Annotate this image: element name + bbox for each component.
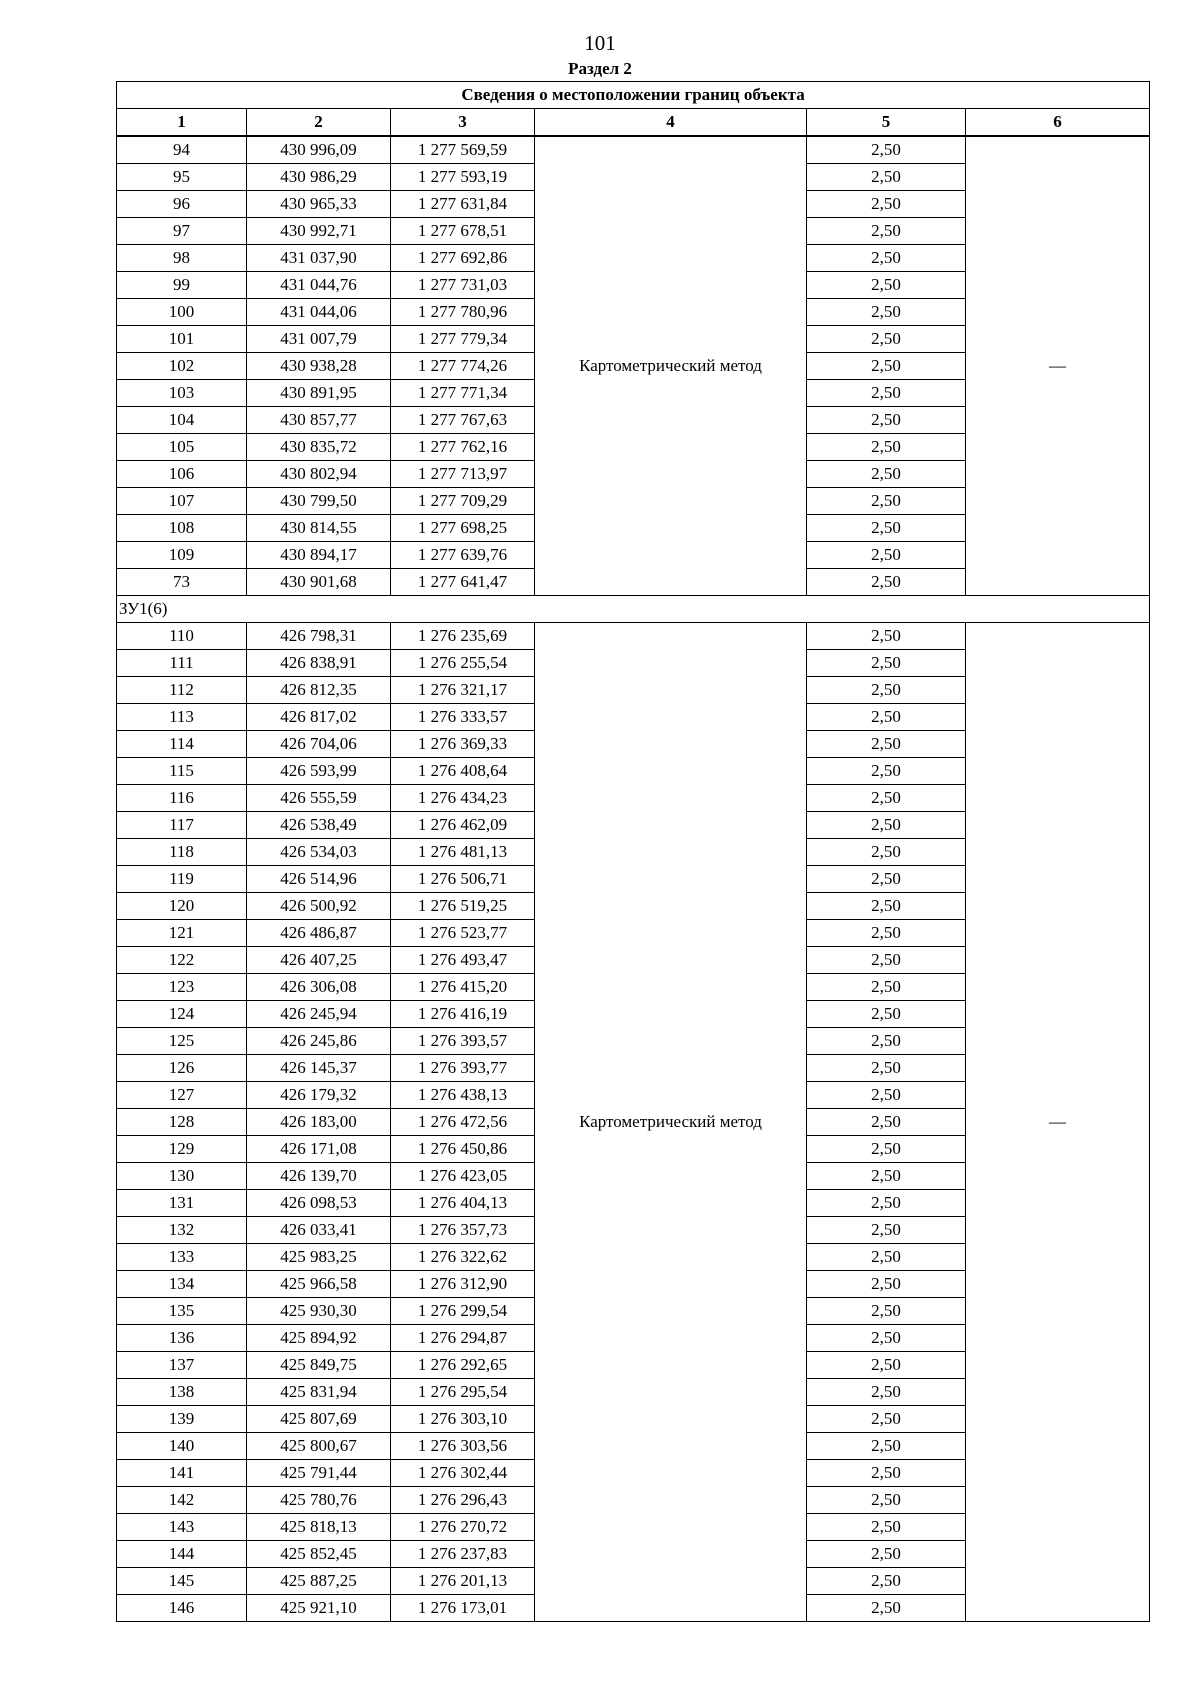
coordinate-y: 1 276 303,10	[391, 1406, 535, 1433]
coordinate-y: 1 277 709,29	[391, 488, 535, 515]
coordinate-y: 1 277 593,19	[391, 164, 535, 191]
accuracy-value: 2,50	[807, 245, 966, 272]
accuracy-value: 2,50	[807, 380, 966, 407]
section-title: Раздел 2	[568, 59, 632, 78]
accuracy-value: 2,50	[807, 542, 966, 569]
point-number: 97	[117, 218, 247, 245]
point-number: 123	[117, 974, 247, 1001]
column-header-row	[117, 109, 1150, 137]
coordinate-x: 426 812,35	[247, 677, 391, 704]
point-number: 99	[117, 272, 247, 299]
accuracy-value: 2,50	[807, 1298, 966, 1325]
coordinate-y: 1 276 294,87	[391, 1325, 535, 1352]
coordinate-x: 430 992,71	[247, 218, 391, 245]
point-number: 118	[117, 839, 247, 866]
point-number: 101	[117, 326, 247, 353]
point-number: 114	[117, 731, 247, 758]
coordinate-x: 430 938,28	[247, 353, 391, 380]
coordinate-x: 426 500,92	[247, 893, 391, 920]
accuracy-value: 2,50	[807, 623, 966, 650]
accuracy-value: 2,50	[807, 1379, 966, 1406]
accuracy-value: 2,50	[807, 812, 966, 839]
coordinate-y: 1 276 295,54	[391, 1379, 535, 1406]
accuracy-value: 2,50	[807, 326, 966, 353]
coordinate-y: 1 276 450,86	[391, 1136, 535, 1163]
coordinate-y: 1 276 296,43	[391, 1487, 535, 1514]
accuracy-value: 2,50	[807, 569, 966, 596]
coordinate-x: 430 996,09	[247, 136, 391, 164]
coordinate-y: 1 276 416,19	[391, 1001, 535, 1028]
accuracy-value: 2,50	[807, 704, 966, 731]
group-label-row	[117, 596, 1150, 623]
point-number: 126	[117, 1055, 247, 1082]
accuracy-value: 2,50	[807, 1271, 966, 1298]
coordinate-x: 425 818,13	[247, 1514, 391, 1541]
coordinate-x: 430 814,55	[247, 515, 391, 542]
point-number: 141	[117, 1460, 247, 1487]
coordinate-x: 430 891,95	[247, 380, 391, 407]
coordinate-x: 430 965,33	[247, 191, 391, 218]
point-number: 132	[117, 1217, 247, 1244]
column-header: 1	[117, 109, 247, 137]
coordinate-y: 1 277 692,86	[391, 245, 535, 272]
coordinate-y: 1 276 472,56	[391, 1109, 535, 1136]
point-number: 140	[117, 1433, 247, 1460]
accuracy-value: 2,50	[807, 488, 966, 515]
coordinate-y: 1 277 779,34	[391, 326, 535, 353]
coordinate-y: 1 276 303,56	[391, 1433, 535, 1460]
accuracy-value: 2,50	[807, 920, 966, 947]
coordinate-y: 1 276 493,47	[391, 947, 535, 974]
accuracy-value: 2,50	[807, 1433, 966, 1460]
point-number: 133	[117, 1244, 247, 1271]
coordinate-x: 426 704,06	[247, 731, 391, 758]
coordinate-y: 1 276 393,77	[391, 1055, 535, 1082]
accuracy-value: 2,50	[807, 164, 966, 191]
coordinate-y: 1 277 780,96	[391, 299, 535, 326]
point-number: 131	[117, 1190, 247, 1217]
coordinate-x: 430 894,17	[247, 542, 391, 569]
coordinate-y: 1 277 641,47	[391, 569, 535, 596]
point-number: 117	[117, 812, 247, 839]
accuracy-value: 2,50	[807, 1055, 966, 1082]
coordinate-x: 426 245,86	[247, 1028, 391, 1055]
column-header: 2	[247, 109, 391, 137]
accuracy-value: 2,50	[807, 1595, 966, 1622]
coordinate-x: 425 894,92	[247, 1325, 391, 1352]
coordinate-y: 1 277 774,26	[391, 353, 535, 380]
point-number: 105	[117, 434, 247, 461]
point-number: 107	[117, 488, 247, 515]
point-number: 95	[117, 164, 247, 191]
coordinate-x: 426 306,08	[247, 974, 391, 1001]
coordinate-x: 426 838,91	[247, 650, 391, 677]
accuracy-value: 2,50	[807, 785, 966, 812]
point-number: 98	[117, 245, 247, 272]
coordinate-x: 425 831,94	[247, 1379, 391, 1406]
point-number: 100	[117, 299, 247, 326]
coordinate-x: 425 791,44	[247, 1460, 391, 1487]
point-number: 94	[117, 136, 247, 164]
accuracy-value: 2,50	[807, 1163, 966, 1190]
accuracy-value: 2,50	[807, 299, 966, 326]
coordinate-x: 425 930,30	[247, 1298, 391, 1325]
accuracy-value: 2,50	[807, 839, 966, 866]
accuracy-value: 2,50	[807, 1244, 966, 1271]
coordinate-x: 430 835,72	[247, 434, 391, 461]
table-caption: Сведения о местоположении границ объекта	[117, 82, 1150, 109]
coordinate-x: 425 921,10	[247, 1595, 391, 1622]
accuracy-value: 2,50	[807, 1568, 966, 1595]
coordinate-x: 426 033,41	[247, 1217, 391, 1244]
point-number: 110	[117, 623, 247, 650]
point-number: 116	[117, 785, 247, 812]
coordinate-y: 1 276 438,13	[391, 1082, 535, 1109]
coordinate-y: 1 277 762,16	[391, 434, 535, 461]
coordinate-y: 1 276 519,25	[391, 893, 535, 920]
point-number: 142	[117, 1487, 247, 1514]
column-header: 3	[391, 109, 535, 137]
accuracy-value: 2,50	[807, 272, 966, 299]
coordinate-x: 425 800,67	[247, 1433, 391, 1460]
coordinate-y: 1 277 698,25	[391, 515, 535, 542]
accuracy-value: 2,50	[807, 1352, 966, 1379]
point-number: 136	[117, 1325, 247, 1352]
coordinate-x: 430 802,94	[247, 461, 391, 488]
coordinate-x: 426 593,99	[247, 758, 391, 785]
coordinate-x: 426 139,70	[247, 1163, 391, 1190]
point-number: 127	[117, 1082, 247, 1109]
point-number: 106	[117, 461, 247, 488]
coordinate-x: 425 966,58	[247, 1271, 391, 1298]
accuracy-value: 2,50	[807, 866, 966, 893]
coordinate-x: 426 098,53	[247, 1190, 391, 1217]
column-header: 6	[966, 109, 1150, 137]
page-number: 101	[584, 31, 616, 55]
table-caption-row	[117, 82, 1150, 109]
point-number: 145	[117, 1568, 247, 1595]
accuracy-value: 2,50	[807, 974, 966, 1001]
coordinate-y: 1 276 321,17	[391, 677, 535, 704]
coordinate-y: 1 276 322,62	[391, 1244, 535, 1271]
coordinate-x: 430 901,68	[247, 569, 391, 596]
coordinate-y: 1 276 423,05	[391, 1163, 535, 1190]
coordinate-x: 426 179,32	[247, 1082, 391, 1109]
coordinate-x: 426 145,37	[247, 1055, 391, 1082]
accuracy-value: 2,50	[807, 947, 966, 974]
coordinate-y: 1 276 270,72	[391, 1514, 535, 1541]
coordinate-y: 1 276 173,01	[391, 1595, 535, 1622]
coordinate-x: 426 534,03	[247, 839, 391, 866]
point-number: 122	[117, 947, 247, 974]
coordinate-y: 1 276 312,90	[391, 1271, 535, 1298]
point-number: 73	[117, 569, 247, 596]
boundary-coordinates-table	[116, 81, 1150, 1622]
accuracy-value: 2,50	[807, 1190, 966, 1217]
accuracy-value: 2,50	[807, 1541, 966, 1568]
accuracy-value: 2,50	[807, 1001, 966, 1028]
coordinate-x: 430 986,29	[247, 164, 391, 191]
coordinate-y: 1 276 369,33	[391, 731, 535, 758]
coordinate-x: 425 887,25	[247, 1568, 391, 1595]
coordinate-y: 1 276 299,54	[391, 1298, 535, 1325]
coordinate-x: 425 849,75	[247, 1352, 391, 1379]
coordinate-y: 1 277 639,76	[391, 542, 535, 569]
point-number: 121	[117, 920, 247, 947]
determination-method: Картометрический метод	[535, 623, 807, 1622]
coordinate-y: 1 276 333,57	[391, 704, 535, 731]
accuracy-value: 2,50	[807, 650, 966, 677]
accuracy-value: 2,50	[807, 218, 966, 245]
point-number: 109	[117, 542, 247, 569]
accuracy-value: 2,50	[807, 1514, 966, 1541]
accuracy-value: 2,50	[807, 1217, 966, 1244]
coordinate-x: 426 407,25	[247, 947, 391, 974]
coordinate-y: 1 277 771,34	[391, 380, 535, 407]
point-number: 130	[117, 1163, 247, 1190]
accuracy-value: 2,50	[807, 758, 966, 785]
coordinate-y: 1 277 731,03	[391, 272, 535, 299]
accuracy-value: 2,50	[807, 731, 966, 758]
accuracy-value: 2,50	[807, 1487, 966, 1514]
accuracy-value: 2,50	[807, 191, 966, 218]
accuracy-value: 2,50	[807, 677, 966, 704]
coordinate-x: 426 486,87	[247, 920, 391, 947]
point-number: 103	[117, 380, 247, 407]
point-number: 146	[117, 1595, 247, 1622]
accuracy-value: 2,50	[807, 1109, 966, 1136]
accuracy-value: 2,50	[807, 461, 966, 488]
point-number: 139	[117, 1406, 247, 1433]
point-number: 134	[117, 1271, 247, 1298]
determination-method: Картометрический метод	[535, 136, 807, 596]
coordinate-y: 1 276 462,09	[391, 812, 535, 839]
point-number: 135	[117, 1298, 247, 1325]
column-header: 4	[535, 109, 807, 137]
accuracy-value: 2,50	[807, 1460, 966, 1487]
accuracy-value: 2,50	[807, 353, 966, 380]
coordinate-y: 1 277 631,84	[391, 191, 535, 218]
coordinate-x: 426 171,08	[247, 1136, 391, 1163]
coordinate-x: 425 983,25	[247, 1244, 391, 1271]
point-number: 119	[117, 866, 247, 893]
point-number: 143	[117, 1514, 247, 1541]
coordinate-y: 1 276 357,73	[391, 1217, 535, 1244]
coordinate-x: 431 044,76	[247, 272, 391, 299]
coordinate-y: 1 276 235,69	[391, 623, 535, 650]
accuracy-value: 2,50	[807, 136, 966, 164]
accuracy-value: 2,50	[807, 1325, 966, 1352]
point-number: 113	[117, 704, 247, 731]
coordinate-y: 1 276 255,54	[391, 650, 535, 677]
point-number: 120	[117, 893, 247, 920]
coordinate-x: 431 037,90	[247, 245, 391, 272]
point-number: 128	[117, 1109, 247, 1136]
coordinate-y: 1 276 408,64	[391, 758, 535, 785]
table-row	[117, 136, 1150, 164]
coordinate-x: 426 555,59	[247, 785, 391, 812]
table-row	[117, 623, 1150, 650]
point-number: 112	[117, 677, 247, 704]
coordinate-y: 1 276 302,44	[391, 1460, 535, 1487]
coordinate-x: 426 817,02	[247, 704, 391, 731]
coordinate-x: 425 807,69	[247, 1406, 391, 1433]
accuracy-value: 2,50	[807, 1028, 966, 1055]
accuracy-value: 2,50	[807, 407, 966, 434]
coordinate-y: 1 276 201,13	[391, 1568, 535, 1595]
accuracy-value: 2,50	[807, 515, 966, 542]
coordinate-y: 1 276 523,77	[391, 920, 535, 947]
coordinate-y: 1 276 404,13	[391, 1190, 535, 1217]
coordinate-x: 426 798,31	[247, 623, 391, 650]
point-number: 108	[117, 515, 247, 542]
coordinate-y: 1 276 434,23	[391, 785, 535, 812]
coordinate-x: 426 245,94	[247, 1001, 391, 1028]
coordinate-x: 426 538,49	[247, 812, 391, 839]
coordinate-y: 1 276 415,20	[391, 974, 535, 1001]
column6-value: —	[966, 623, 1150, 1622]
accuracy-value: 2,50	[807, 1136, 966, 1163]
point-number: 138	[117, 1379, 247, 1406]
point-number: 102	[117, 353, 247, 380]
coordinate-x: 431 044,06	[247, 299, 391, 326]
point-number: 144	[117, 1541, 247, 1568]
coordinate-x: 431 007,79	[247, 326, 391, 353]
point-number: 137	[117, 1352, 247, 1379]
accuracy-value: 2,50	[807, 434, 966, 461]
accuracy-value: 2,50	[807, 893, 966, 920]
coordinate-y: 1 277 767,63	[391, 407, 535, 434]
column6-value: —	[966, 136, 1150, 596]
accuracy-value: 2,50	[807, 1082, 966, 1109]
coordinate-x: 425 852,45	[247, 1541, 391, 1568]
point-number: 129	[117, 1136, 247, 1163]
point-number: 96	[117, 191, 247, 218]
coordinate-x: 426 183,00	[247, 1109, 391, 1136]
point-number: 115	[117, 758, 247, 785]
point-number: 125	[117, 1028, 247, 1055]
point-number: 124	[117, 1001, 247, 1028]
coordinate-y: 1 277 569,59	[391, 136, 535, 164]
coordinate-x: 426 514,96	[247, 866, 391, 893]
coordinate-y: 1 276 481,13	[391, 839, 535, 866]
point-number: 104	[117, 407, 247, 434]
coordinate-x: 425 780,76	[247, 1487, 391, 1514]
coordinate-y: 1 276 237,83	[391, 1541, 535, 1568]
coordinate-x: 430 857,77	[247, 407, 391, 434]
coordinate-x: 430 799,50	[247, 488, 391, 515]
group-label: ЗУ1(6)	[117, 596, 1150, 623]
point-number: 111	[117, 650, 247, 677]
coordinate-y: 1 277 678,51	[391, 218, 535, 245]
coordinate-y: 1 276 292,65	[391, 1352, 535, 1379]
coordinate-y: 1 276 506,71	[391, 866, 535, 893]
column-header: 5	[807, 109, 966, 137]
coordinate-y: 1 276 393,57	[391, 1028, 535, 1055]
accuracy-value: 2,50	[807, 1406, 966, 1433]
coordinate-y: 1 277 713,97	[391, 461, 535, 488]
